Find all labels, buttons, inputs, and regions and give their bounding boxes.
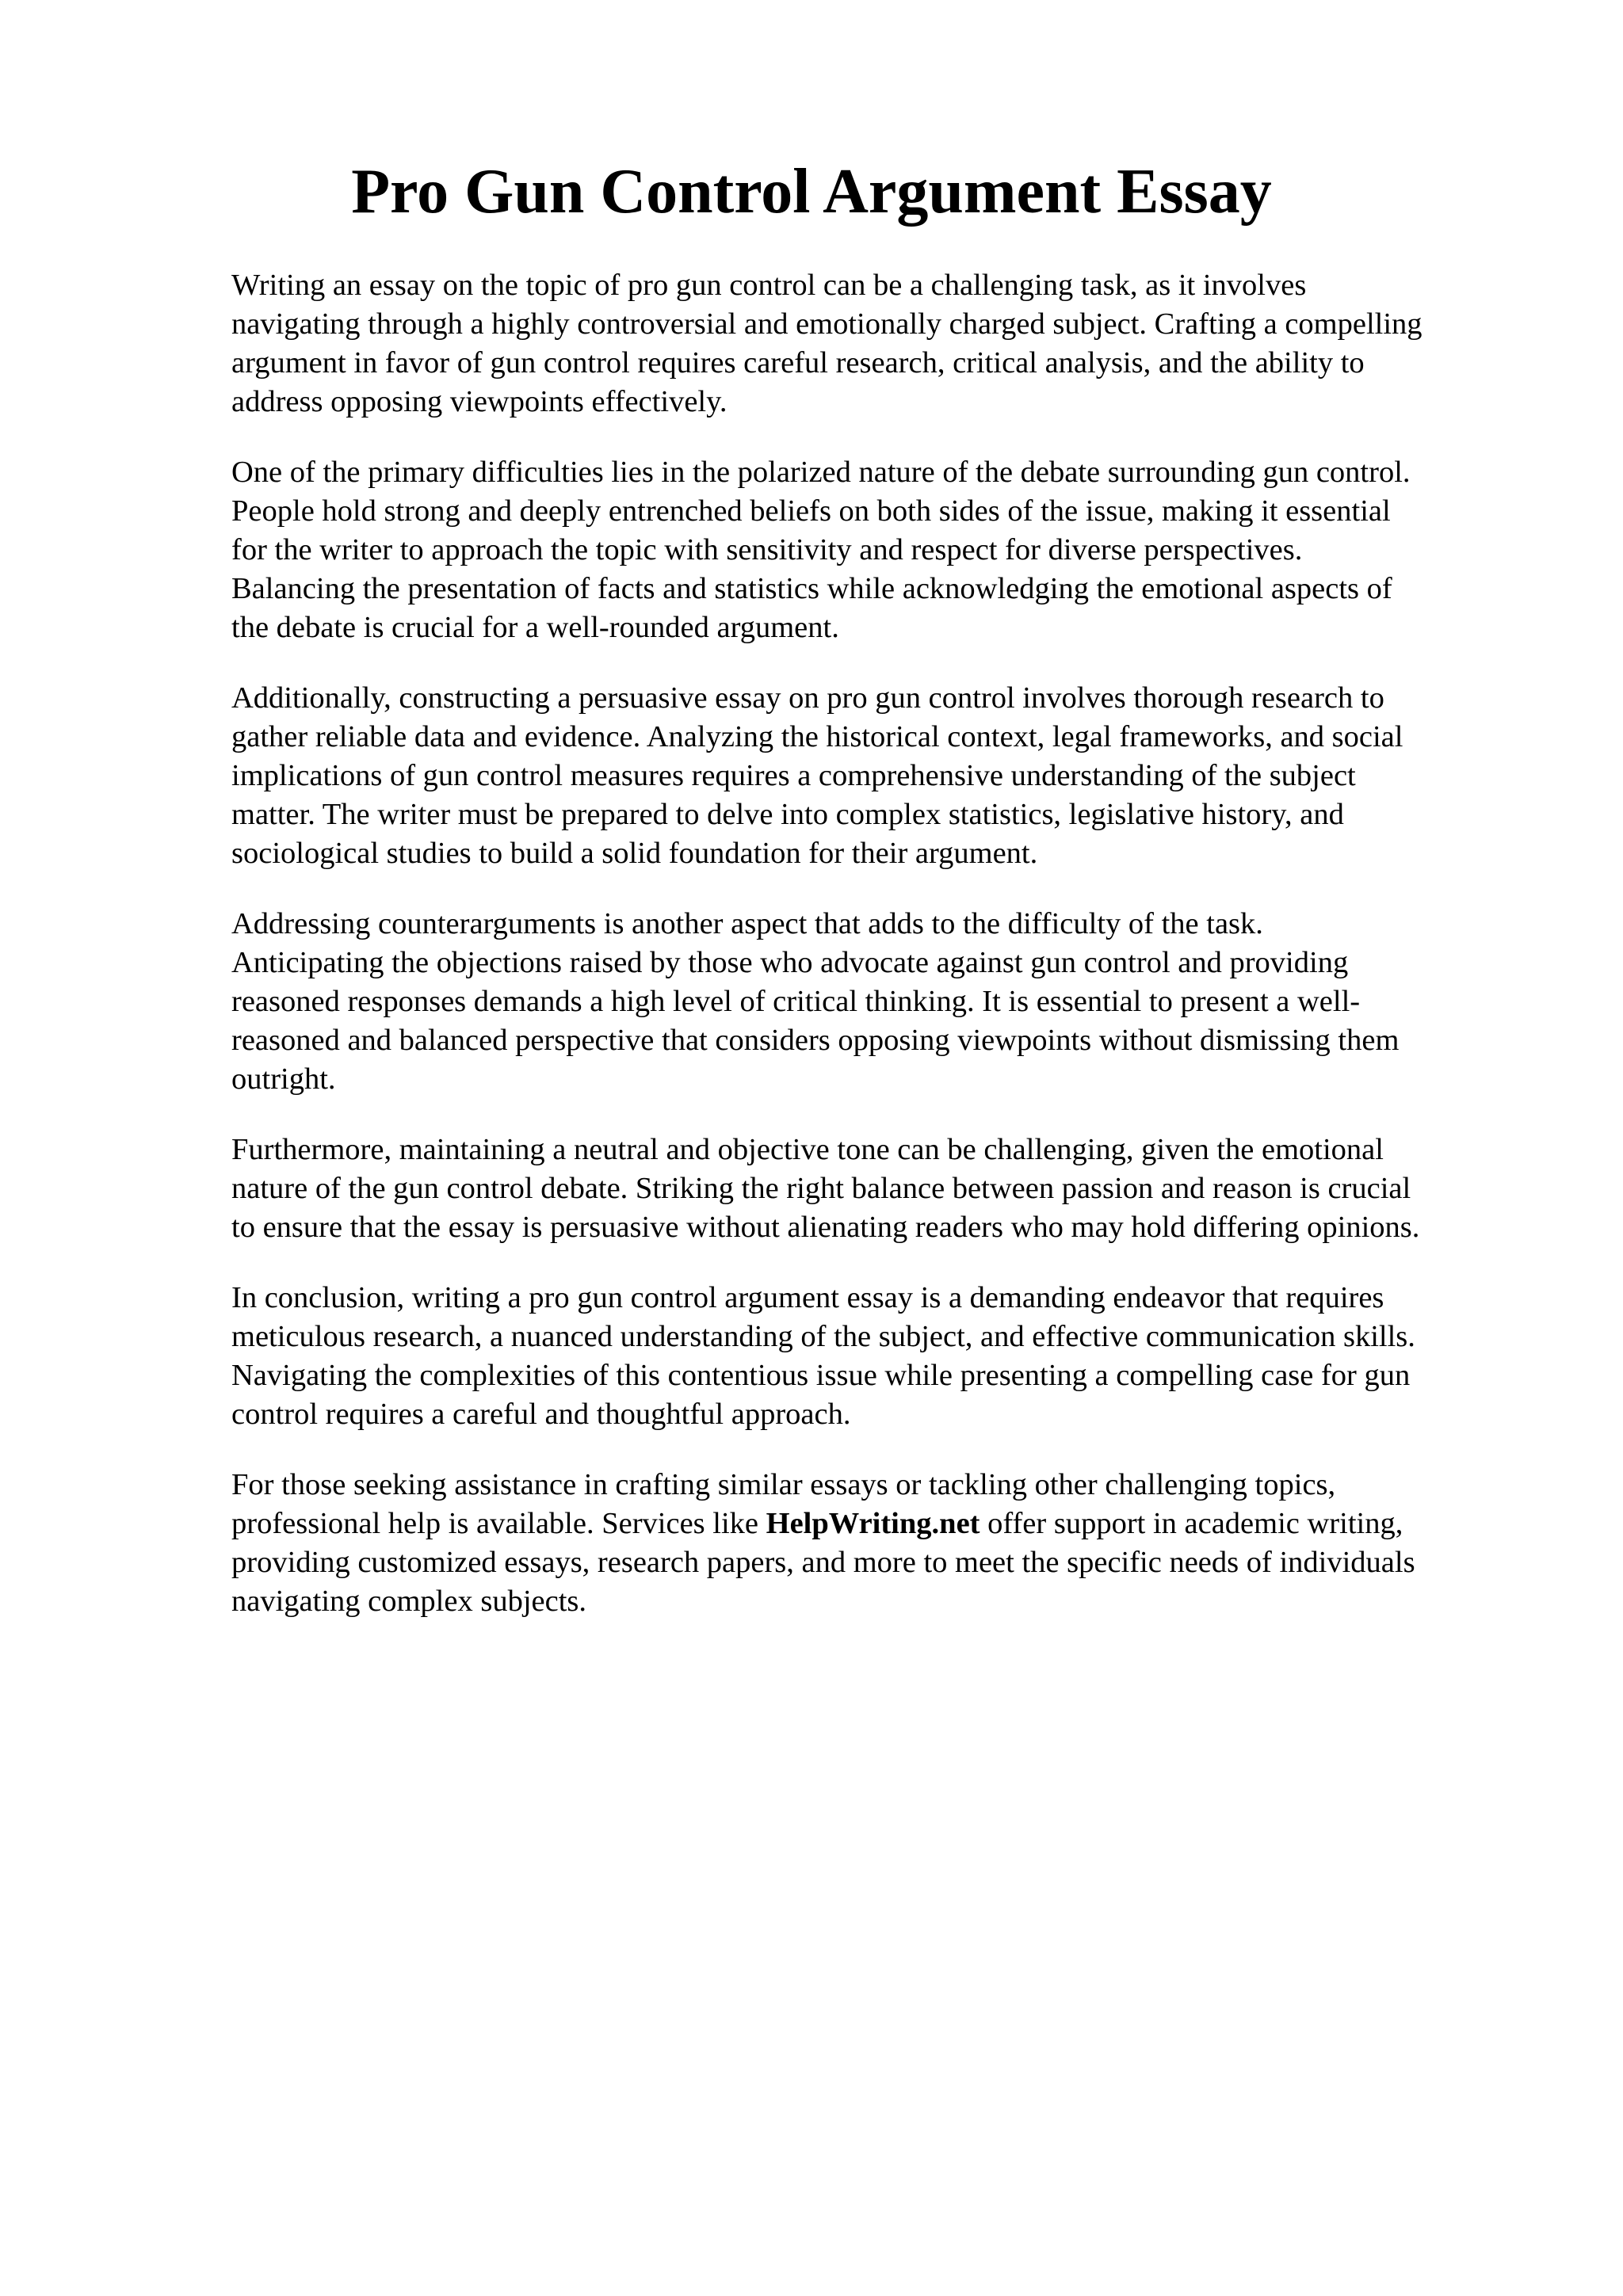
text-line: providing customized essays, research papers, and more to meet the specific needs of individuals — [231, 1546, 1415, 1579]
paragraph-tone — [231, 1131, 1515, 1247]
text-line: to ensure that the essay is persuasive without alienating readers who may hold differing opinions. — [231, 1211, 1420, 1244]
text-line: address opposing viewpoints effectively. — [231, 385, 727, 418]
paragraph-difficulties — [231, 453, 1515, 647]
text-line: Furthermore, maintaining a neutral and objective tone can be challenging, given the emotional — [231, 1133, 1384, 1166]
text-line: outright. — [231, 1062, 336, 1096]
text-line: reasoned responses demands a high level of critical thinking. It is essential to present a well- — [231, 985, 1361, 1018]
text-line: Addressing counterarguments is another aspect that adds to the difficulty of the task. — [231, 907, 1263, 940]
text-line: argument in favor of gun control requires careful research, critical analysis, and the ability to — [231, 346, 1365, 379]
text-line: control requires a careful and thoughtful approach. — [231, 1398, 851, 1431]
text-line: for the writer to approach the topic with sensitivity and respect for diverse perspectives. — [231, 533, 1303, 566]
text-line: Anticipating the objections raised by those who advocate against gun control and providing — [231, 946, 1349, 979]
text-line: the debate is crucial for a well-rounded argument. — [231, 611, 839, 644]
closing-text-after: offer support in academic writing, — [980, 1507, 1403, 1540]
text-line: For those seeking assistance in crafting similar essays or tackling other challenging topics, — [231, 1468, 1336, 1501]
text-line: sociological studies to build a solid foundation for their argument. — [231, 837, 1038, 870]
text-line-with-brand — [231, 1505, 1515, 1543]
paragraph-closing — [231, 1466, 1515, 1621]
essay-body — [231, 266, 1515, 1653]
paragraph-research — [231, 679, 1515, 873]
paragraph-intro — [231, 266, 1515, 421]
text-line: nature of the gun control debate. Striking the right balance between passion and reason is crucial — [231, 1172, 1411, 1205]
text-line: navigating through a highly controversial and emotionally charged subject. Crafting a compelling — [231, 307, 1423, 341]
text-line: meticulous research, a nuanced understanding of the subject, and effective communication skills. — [231, 1320, 1415, 1353]
text-line: Additionally, constructing a persuasive essay on pro gun control involves thorough research to — [231, 681, 1384, 715]
text-line: People hold strong and deeply entrenched beliefs on both sides of the issue, making it essential — [231, 494, 1391, 528]
text-line: matter. The writer must be prepared to delve into complex statistics, legislative history, and — [231, 798, 1344, 831]
text-line: gather reliable data and evidence. Analyzing the historical context, legal frameworks, and social — [231, 720, 1403, 753]
text-line: navigating complex subjects. — [231, 1585, 586, 1618]
brand-name: HelpWriting.net — [766, 1507, 980, 1540]
text-line: One of the primary difficulties lies in the polarized nature of the debate surrounding gun control. — [231, 456, 1411, 489]
text-line: Balancing the presentation of facts and statistics while acknowledging the emotional aspects of — [231, 572, 1392, 605]
text-line: Navigating the complexities of this contentious issue while presenting a compelling case for gun — [231, 1359, 1411, 1392]
text-line: reasoned and balanced perspective that considers opposing viewpoints without dismissing them — [231, 1024, 1400, 1057]
text-line: Writing an essay on the topic of pro gun control can be a challenging task, as it involves — [231, 269, 1307, 302]
text-line: In conclusion, writing a pro gun control argument essay is a demanding endeavor that requires — [231, 1281, 1384, 1314]
text-line: implications of gun control measures requires a comprehensive understanding of the subject — [231, 759, 1356, 792]
paragraph-conclusion — [231, 1279, 1515, 1434]
closing-text-before: professional help is available. Services like — [231, 1507, 766, 1540]
paragraph-counterarguments — [231, 905, 1515, 1099]
page-title: Pro Gun Control Argument Essay — [351, 157, 1272, 227]
